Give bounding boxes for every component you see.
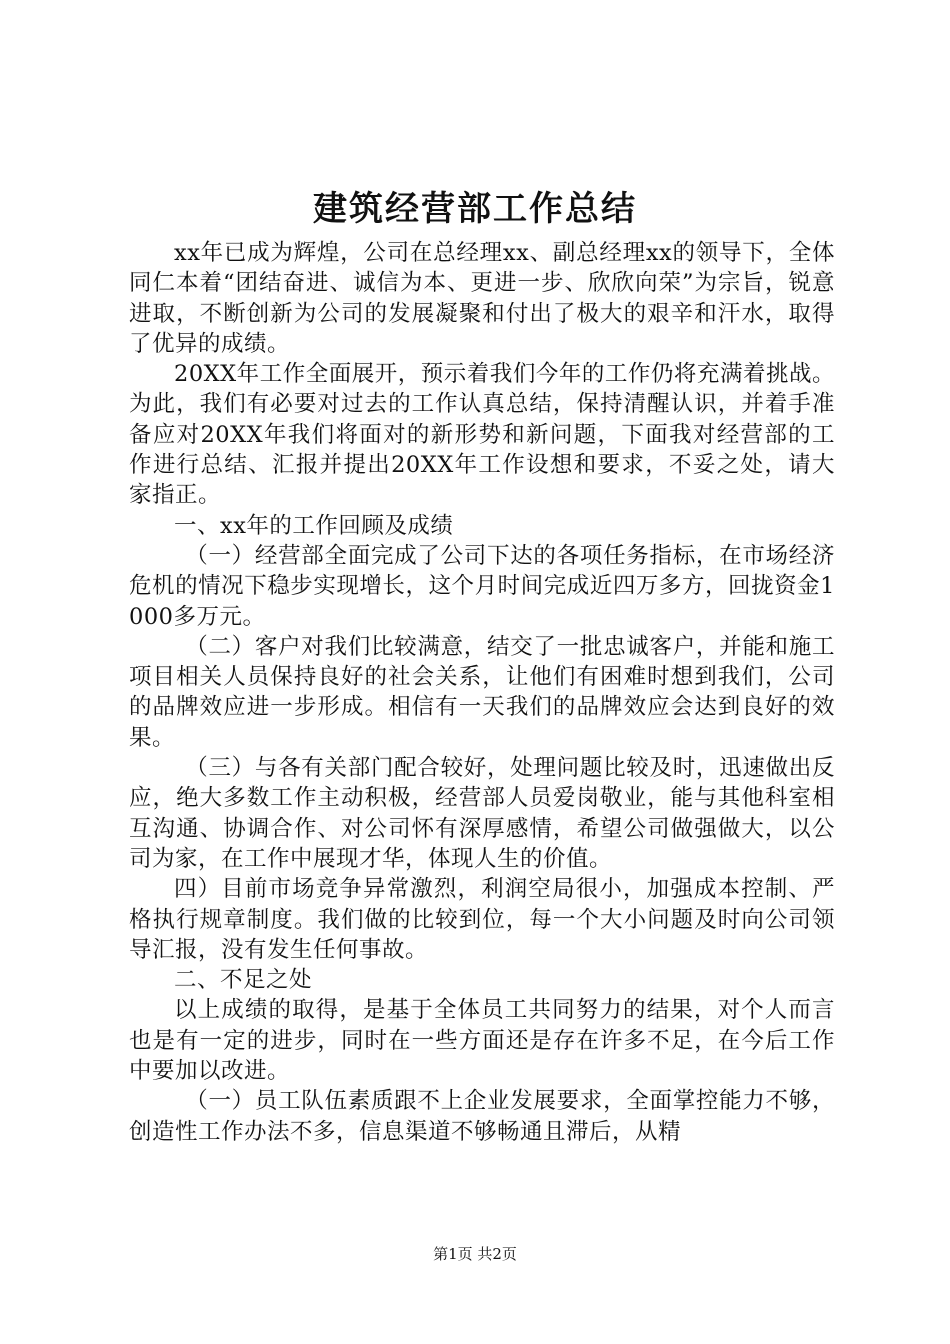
page-number-footer: 第1页 共2页 (433, 1245, 517, 1263)
paragraph-item-4: 四）目前市场竞争异常激烈，利润空局很小，加强成本控制、严格执行规章制度。我们做的比较到位，每一个大小问题及时向公司领导汇报，没有发生任何事故。 (129, 876, 835, 963)
paragraph-item-1: （一）经营部全面完成了公司下达的各项任务指标，在市场经济危机的情况下稳步实现增长，这个月时间完成近四万多方，回拢资金1000多万元。 (129, 542, 835, 630)
paragraph-shortcoming-1: （一）员工队伍素质跟不上企业发展要求，全面掌控能力不够，创造性工作办法不多，信息渠道不够畅通且滞后，从精 (129, 1088, 835, 1145)
paragraph-shortcomings-intro: 以上成绩的取得，是基于全体员工共同努力的结果，对个人而言也是有一定的进步，同时在一些方面还是存在许多不足，在今后工作中要加以改进。 (129, 997, 835, 1085)
document-title: 建筑经营部工作总结 (313, 189, 637, 229)
paragraph-intro: xx年已成为辉煌，公司在总经理xx、副总经理xx的领导下，全体同仁本着“团结奋进、诚信为本、更进一步、欣欣向荣”为宗旨，锐意进取，不断创新为公司的发展凝聚和付出了极大的艰辛和汗水，取得了优异的成绩。 (129, 240, 835, 357)
paragraph-item-3: （三）与各有关部门配合较好，处理问题比较及时，迅速做出反应，绝大多数工作主动积极，经营部人员爱岗敬业，能与其他科室相互沟通、协调合作、对公司怀有深厚感情，希望公司做强做大，以公司为家，在工作中展现才华，体现人生的价值。 (129, 755, 835, 872)
section-heading-shortcomings: 二、不足之处 (174, 967, 313, 994)
section-heading-review: 一、xx年的工作回顾及成绩 (174, 512, 454, 539)
paragraph-item-2: （二）客户对我们比较满意，结交了一批忠诚客户，并能和施工项目相关人员保持良好的社会关系，让他们有困难时想到我们，公司的品牌效应进一步形成。相信有一天我们的品牌效应会达到良好的效果。 (129, 633, 835, 751)
paragraph-outlook: 20XX年工作全面展开，预示着我们今年的工作仍将充满着挑战。为此，我们有必要对过去的工作认真总结，保持清醒认识，并着手准备应对20XX年我们将面对的新形势和新问题，下面我对经营部的工作进行总结、汇报并提出20XX年工作设想和要求，不妥之处，请大家指正。 (129, 361, 835, 509)
document-body (129, 238, 835, 1147)
